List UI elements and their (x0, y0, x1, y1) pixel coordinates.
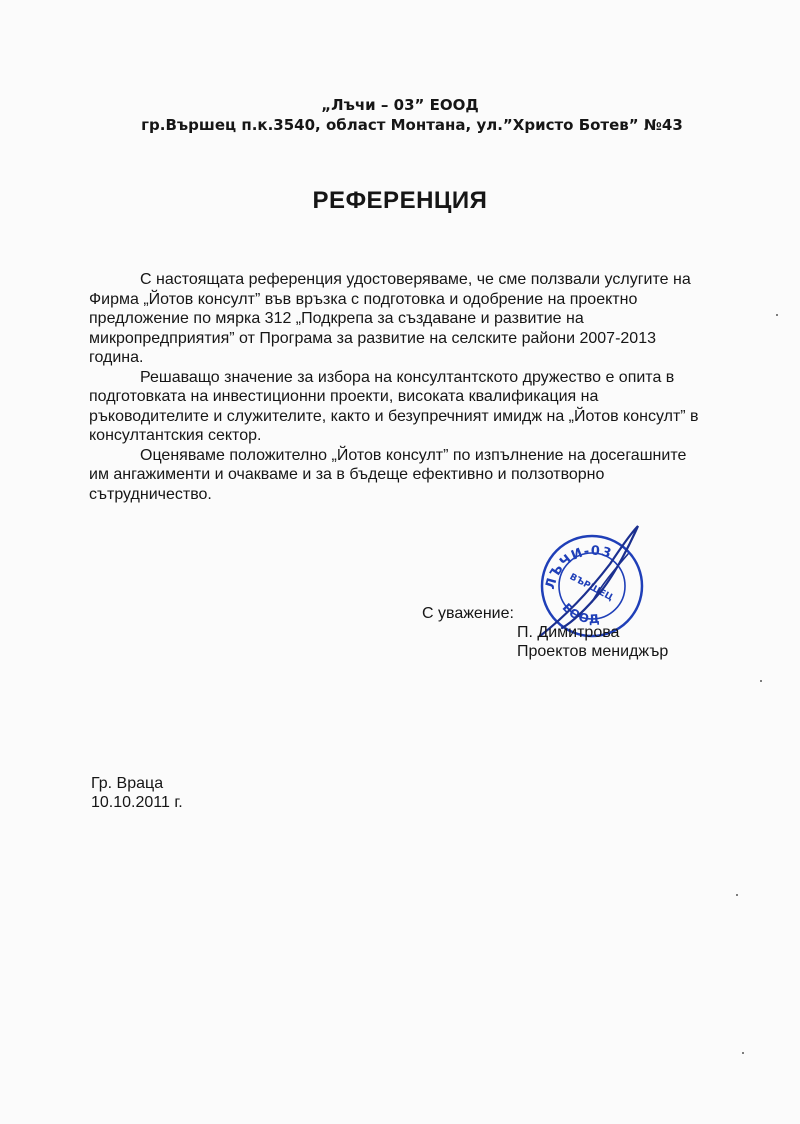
stamp-center-text: ВЪРШЕЦ (567, 572, 615, 604)
document-title: РЕФЕРЕНЦИЯ (312, 187, 488, 214)
paragraph-1: С настоящата референция удостоверяваме, че сме ползвали услугите на Фирма „Йотов консулт” във връзка с подготовка и одобрение на проектно предложение по мярка 312 „Подкрепа за създаване и развитие на микропредприятия” от Програма за развитие на селските райони 2007-2013 година. (89, 271, 691, 366)
paragraph-3: Оценяваме положително „Йотов консулт” по изпълнение на досегашните им ангажименти и очакваме и за в бъдеще ефективно и ползотворно сътрудничество. (89, 446, 687, 503)
signer-name: П. Димитрова (517, 624, 620, 641)
letter-body (89, 270, 703, 504)
scan-speck (760, 680, 762, 682)
scan-speck (742, 1052, 744, 1054)
scan-speck (736, 894, 738, 896)
paragraph-2: Решаващо значение за избора на консултантското дружество е опита в подготовката на инвестиционни проекти, високата квалификация на ръководителите и служителите, както и безупречният имидж на „Йотов консулт” в консултантския сектор. (89, 368, 699, 444)
closing-salutation: С уважение: (422, 605, 514, 622)
scan-speck (776, 314, 778, 316)
city-line: Гр. Враца (91, 775, 164, 792)
company-address: гр.Вършец п.к.3540, област Монтана, ул.”Христо Ботев” №43 (141, 116, 683, 134)
stamp-top-text: ЛЪЧИ-03 (542, 543, 614, 591)
stamp-bottom-text: ЕООД (559, 600, 601, 627)
date-line: 10.10.2011 г. (91, 794, 183, 811)
signer-role: Проектов мениджър (517, 643, 669, 660)
company-name: „Лъчи – 03” ЕООД (321, 96, 479, 114)
